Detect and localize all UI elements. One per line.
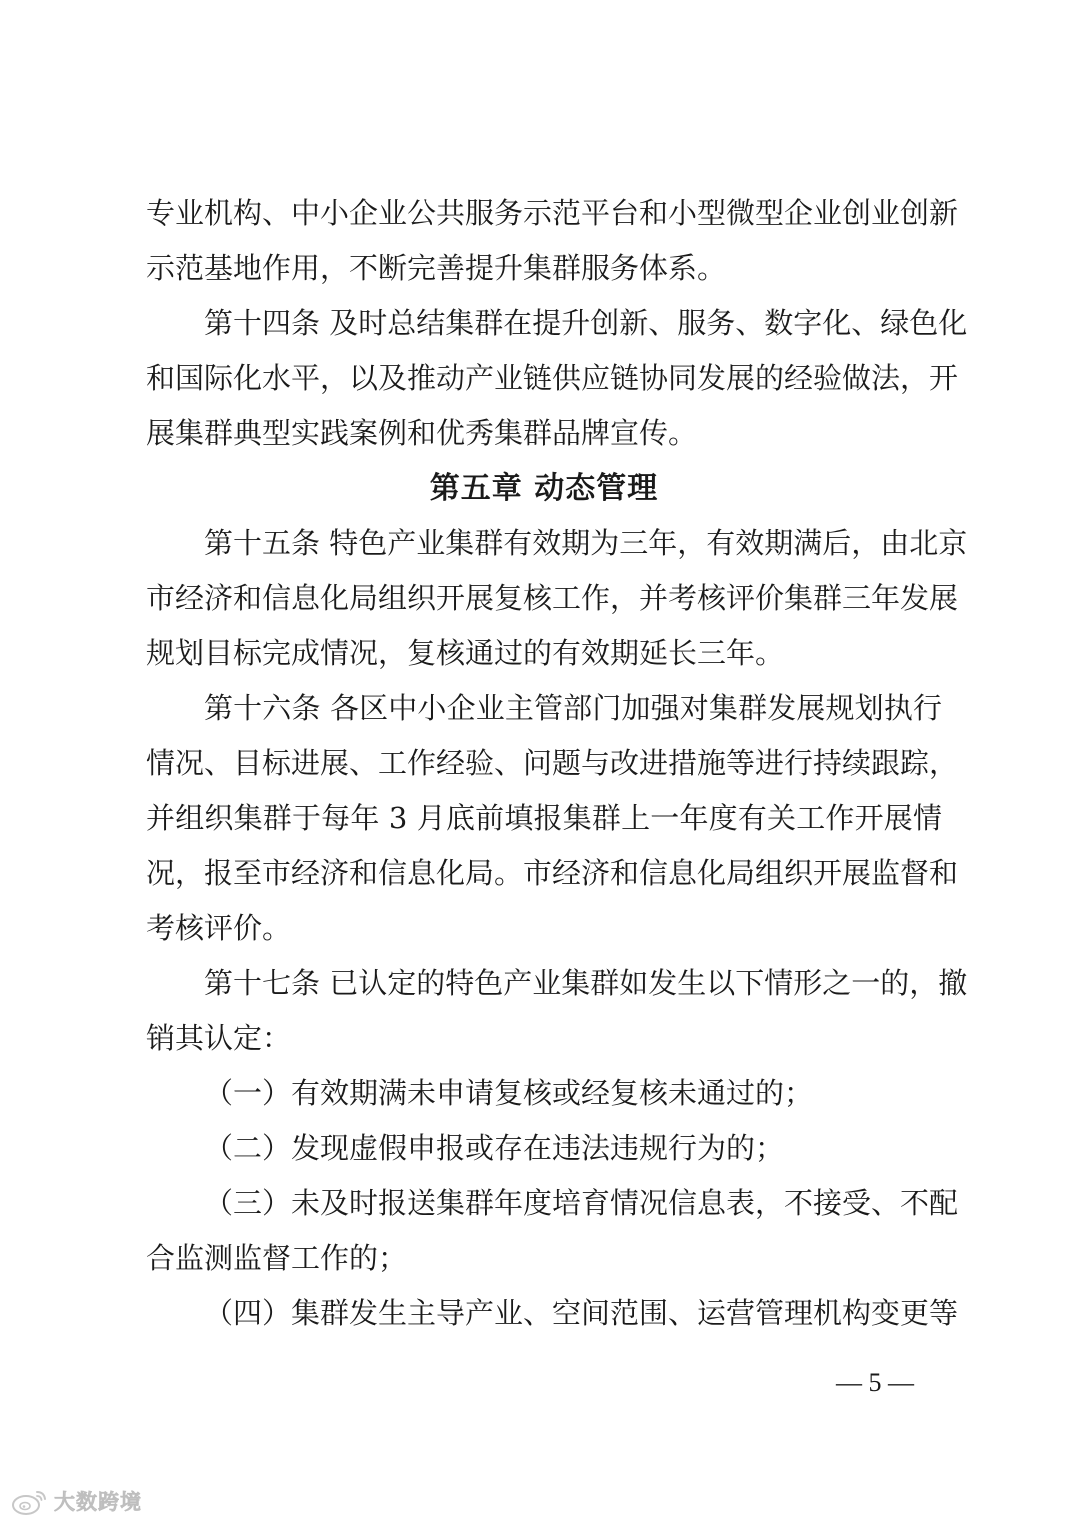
list-item-4: （四）集群发生主导产业、空间范围、运营管理机构变更等	[204, 1296, 959, 1330]
list-item-1: （一）有效期满未申请复核或经复核未通过的；	[204, 1076, 814, 1110]
weibo-logo-icon	[10, 1486, 50, 1516]
page-number: — 5 —	[836, 1368, 914, 1397]
text-line: 销其认定：	[146, 1021, 292, 1055]
text-line: 合监测监督工作的；	[146, 1241, 408, 1275]
text-line: 和国际化水平，以及推动产业链供应链协同发展的经验做法，开	[146, 361, 959, 395]
text-line: 示范基地作用，不断完善提升集群服务体系。	[146, 251, 727, 285]
text-line: 展集群典型实践案例和优秀集群品牌宣传。	[146, 416, 698, 450]
text-line: 市经济和信息化局组织开展复核工作，并考核评价集群三年发展	[146, 581, 959, 615]
article-15-start: 第十五条 特色产业集群有效期为三年，有效期满后，由北京	[204, 526, 968, 560]
text-line: 并组织集群于每年 3 月底前填报集群上一年度有关工作开展情	[146, 801, 942, 835]
watermark	[10, 1485, 142, 1517]
text-line: 情况、目标进展、工作经验、问题与改进措施等进行持续跟踪，	[146, 746, 959, 780]
list-item-3: （三）未及时报送集群年度培育情况信息表，不接受、不配	[204, 1186, 959, 1220]
chapter-heading: 第五章 动态管理	[429, 471, 659, 506]
text-line: 况，报至市经济和信息化局。市经济和信息化局组织开展监督和	[146, 856, 959, 890]
watermark-text: 大数跨境	[54, 1490, 142, 1514]
document-body	[146, 186, 968, 1341]
article-17-start: 第十七条 已认定的特色产业集群如发生以下情形之一的，撤	[204, 966, 968, 1000]
article-14-start: 第十四条 及时总结集群在提升创新、服务、数字化、绿色化	[204, 306, 968, 340]
text-line: 规划目标完成情况，复核通过的有效期延长三年。	[146, 636, 785, 670]
list-item-2: （二）发现虚假申报或存在违法违规行为的；	[204, 1131, 785, 1165]
text-line: 专业机构、中小企业公共服务示范平台和小型微型企业创业创新	[146, 196, 959, 230]
text-line: 考核评价。	[146, 911, 292, 945]
article-16-start: 第十六条 各区中小企业主管部门加强对集群发展规划执行	[204, 691, 942, 725]
